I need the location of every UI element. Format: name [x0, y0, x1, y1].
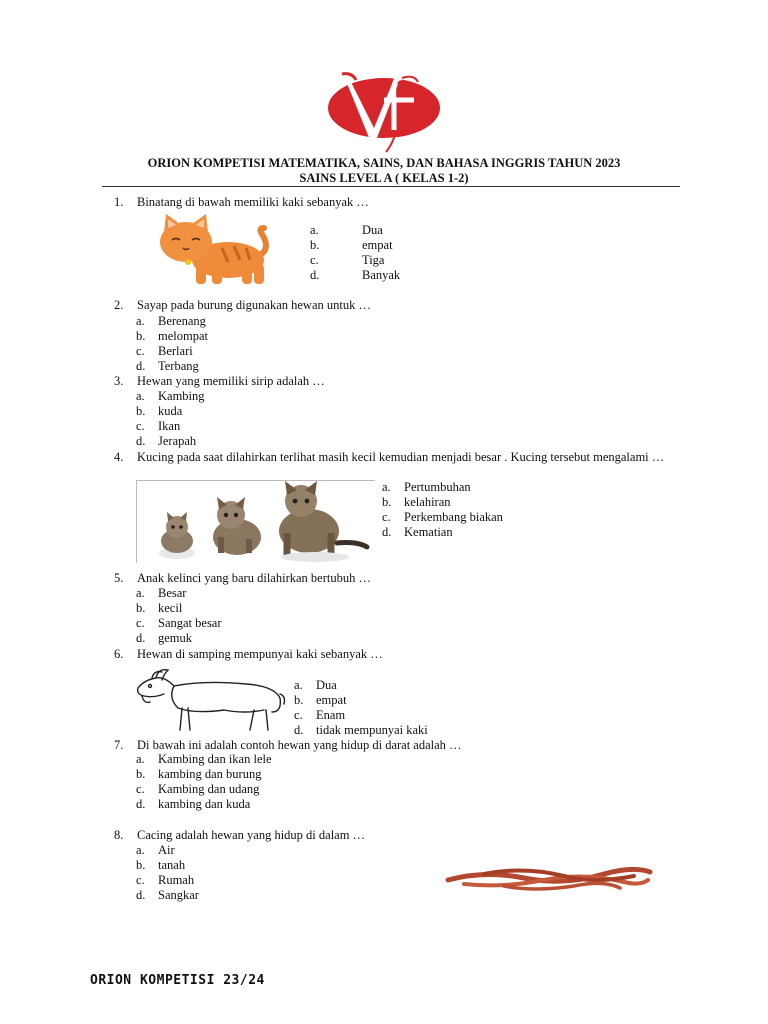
option-b[interactable]: b. kambing dan burung: [136, 767, 262, 781]
option-a[interactable]: a. Besar: [136, 586, 187, 600]
header-subtitle: SAINS LEVEL A ( KELAS 1-2): [299, 171, 469, 185]
option-d[interactable]: d. Jerapah: [136, 434, 197, 448]
option-c[interactable]: c. Kambing dan udang: [136, 782, 260, 796]
question-number: 6.: [114, 647, 124, 661]
question-number: 4.: [114, 450, 124, 464]
option-d[interactable]: d. tidak mempunyai kaki: [294, 723, 428, 737]
orange-cat-icon: [152, 214, 280, 288]
options-8: [136, 843, 386, 903]
question-text: Cacing adalah hewan yang hidup di dalam …: [137, 828, 366, 842]
question-number: 5.: [114, 571, 124, 585]
header-title: ORION KOMPETISI MATEMATIKA, SAINS, DAN BAHASA INGGRIS TAHUN 2023: [147, 156, 621, 170]
option-d[interactable]: d. Terbang: [136, 359, 199, 373]
option-a[interactable]: a. Dua: [310, 223, 383, 237]
option-b[interactable]: b. empat: [310, 238, 393, 252]
question-text: Hewan yang memiliki sirip adalah …: [137, 374, 325, 388]
question-number: 1.: [114, 195, 124, 209]
question-number: 2.: [114, 298, 124, 312]
options-6: [294, 678, 544, 738]
question-text: Hewan di samping mempunyai kaki sebanyak …: [137, 647, 383, 661]
option-a[interactable]: a. Pertumbuhan: [382, 480, 471, 494]
earthworms-icon: [444, 858, 654, 894]
option-b[interactable]: b. kecil: [136, 601, 183, 615]
option-c[interactable]: c. Enam: [294, 708, 346, 722]
question-text: Kucing pada saat dilahirkan terlihat masih kecil kemudian menjadi besar . Kucing tersebut mengalami …: [137, 450, 665, 464]
question-text: Anak kelinci yang baru dilahirkan bertubuh …: [137, 571, 371, 585]
option-c[interactable]: c. Sangat besar: [136, 616, 222, 630]
option-d[interactable]: d. Banyak: [310, 268, 401, 282]
option-a[interactable]: a. Berenang: [136, 314, 206, 328]
options-7: [136, 752, 386, 812]
question-text: Binatang di bawah memiliki kaki sebanyak …: [137, 195, 369, 209]
option-a[interactable]: a. Kambing: [136, 389, 205, 403]
option-d[interactable]: d. Sangkar: [136, 888, 199, 902]
question-text: Di bawah ini adalah contoh hewan yang hidup di darat adalah …: [137, 738, 462, 752]
question-number: 8.: [114, 828, 124, 842]
question-text: Sayap pada burung digunakan hewan untuk …: [137, 298, 371, 312]
three-kittens-icon: [136, 480, 375, 563]
question-number: 7.: [114, 738, 124, 752]
header-divider: [102, 186, 680, 187]
option-a[interactable]: a. Dua: [294, 678, 337, 692]
option-c[interactable]: c. Ikan: [136, 419, 181, 433]
option-b[interactable]: b. kuda: [136, 404, 183, 418]
options-4: [382, 480, 632, 540]
option-c[interactable]: c. Rumah: [136, 873, 195, 887]
question-number: 3.: [114, 374, 124, 388]
option-c[interactable]: c. Berlari: [136, 344, 193, 358]
option-c[interactable]: c. Perkembang biakan: [382, 510, 503, 524]
option-c[interactable]: c. Tiga: [310, 253, 385, 267]
option-d[interactable]: d. Kematian: [382, 525, 453, 539]
options-3: [136, 389, 386, 449]
option-d[interactable]: d. gemuk: [136, 631, 193, 645]
goat-icon: [134, 664, 286, 734]
option-b[interactable]: b. melompat: [136, 329, 208, 343]
options-5: [136, 586, 386, 646]
orion-logo: [322, 70, 446, 154]
option-a[interactable]: a. Air: [136, 843, 175, 857]
option-b[interactable]: b. kelahiran: [382, 495, 451, 509]
option-b[interactable]: b. empat: [294, 693, 347, 707]
options-1: [310, 223, 510, 283]
option-a[interactable]: a. Kambing dan ikan lele: [136, 752, 272, 766]
option-b[interactable]: b. tanah: [136, 858, 186, 872]
options-2: [136, 314, 386, 374]
footer-text: ORION KOMPETISI 23/24: [90, 973, 265, 988]
option-d[interactable]: d. kambing dan kuda: [136, 797, 251, 811]
